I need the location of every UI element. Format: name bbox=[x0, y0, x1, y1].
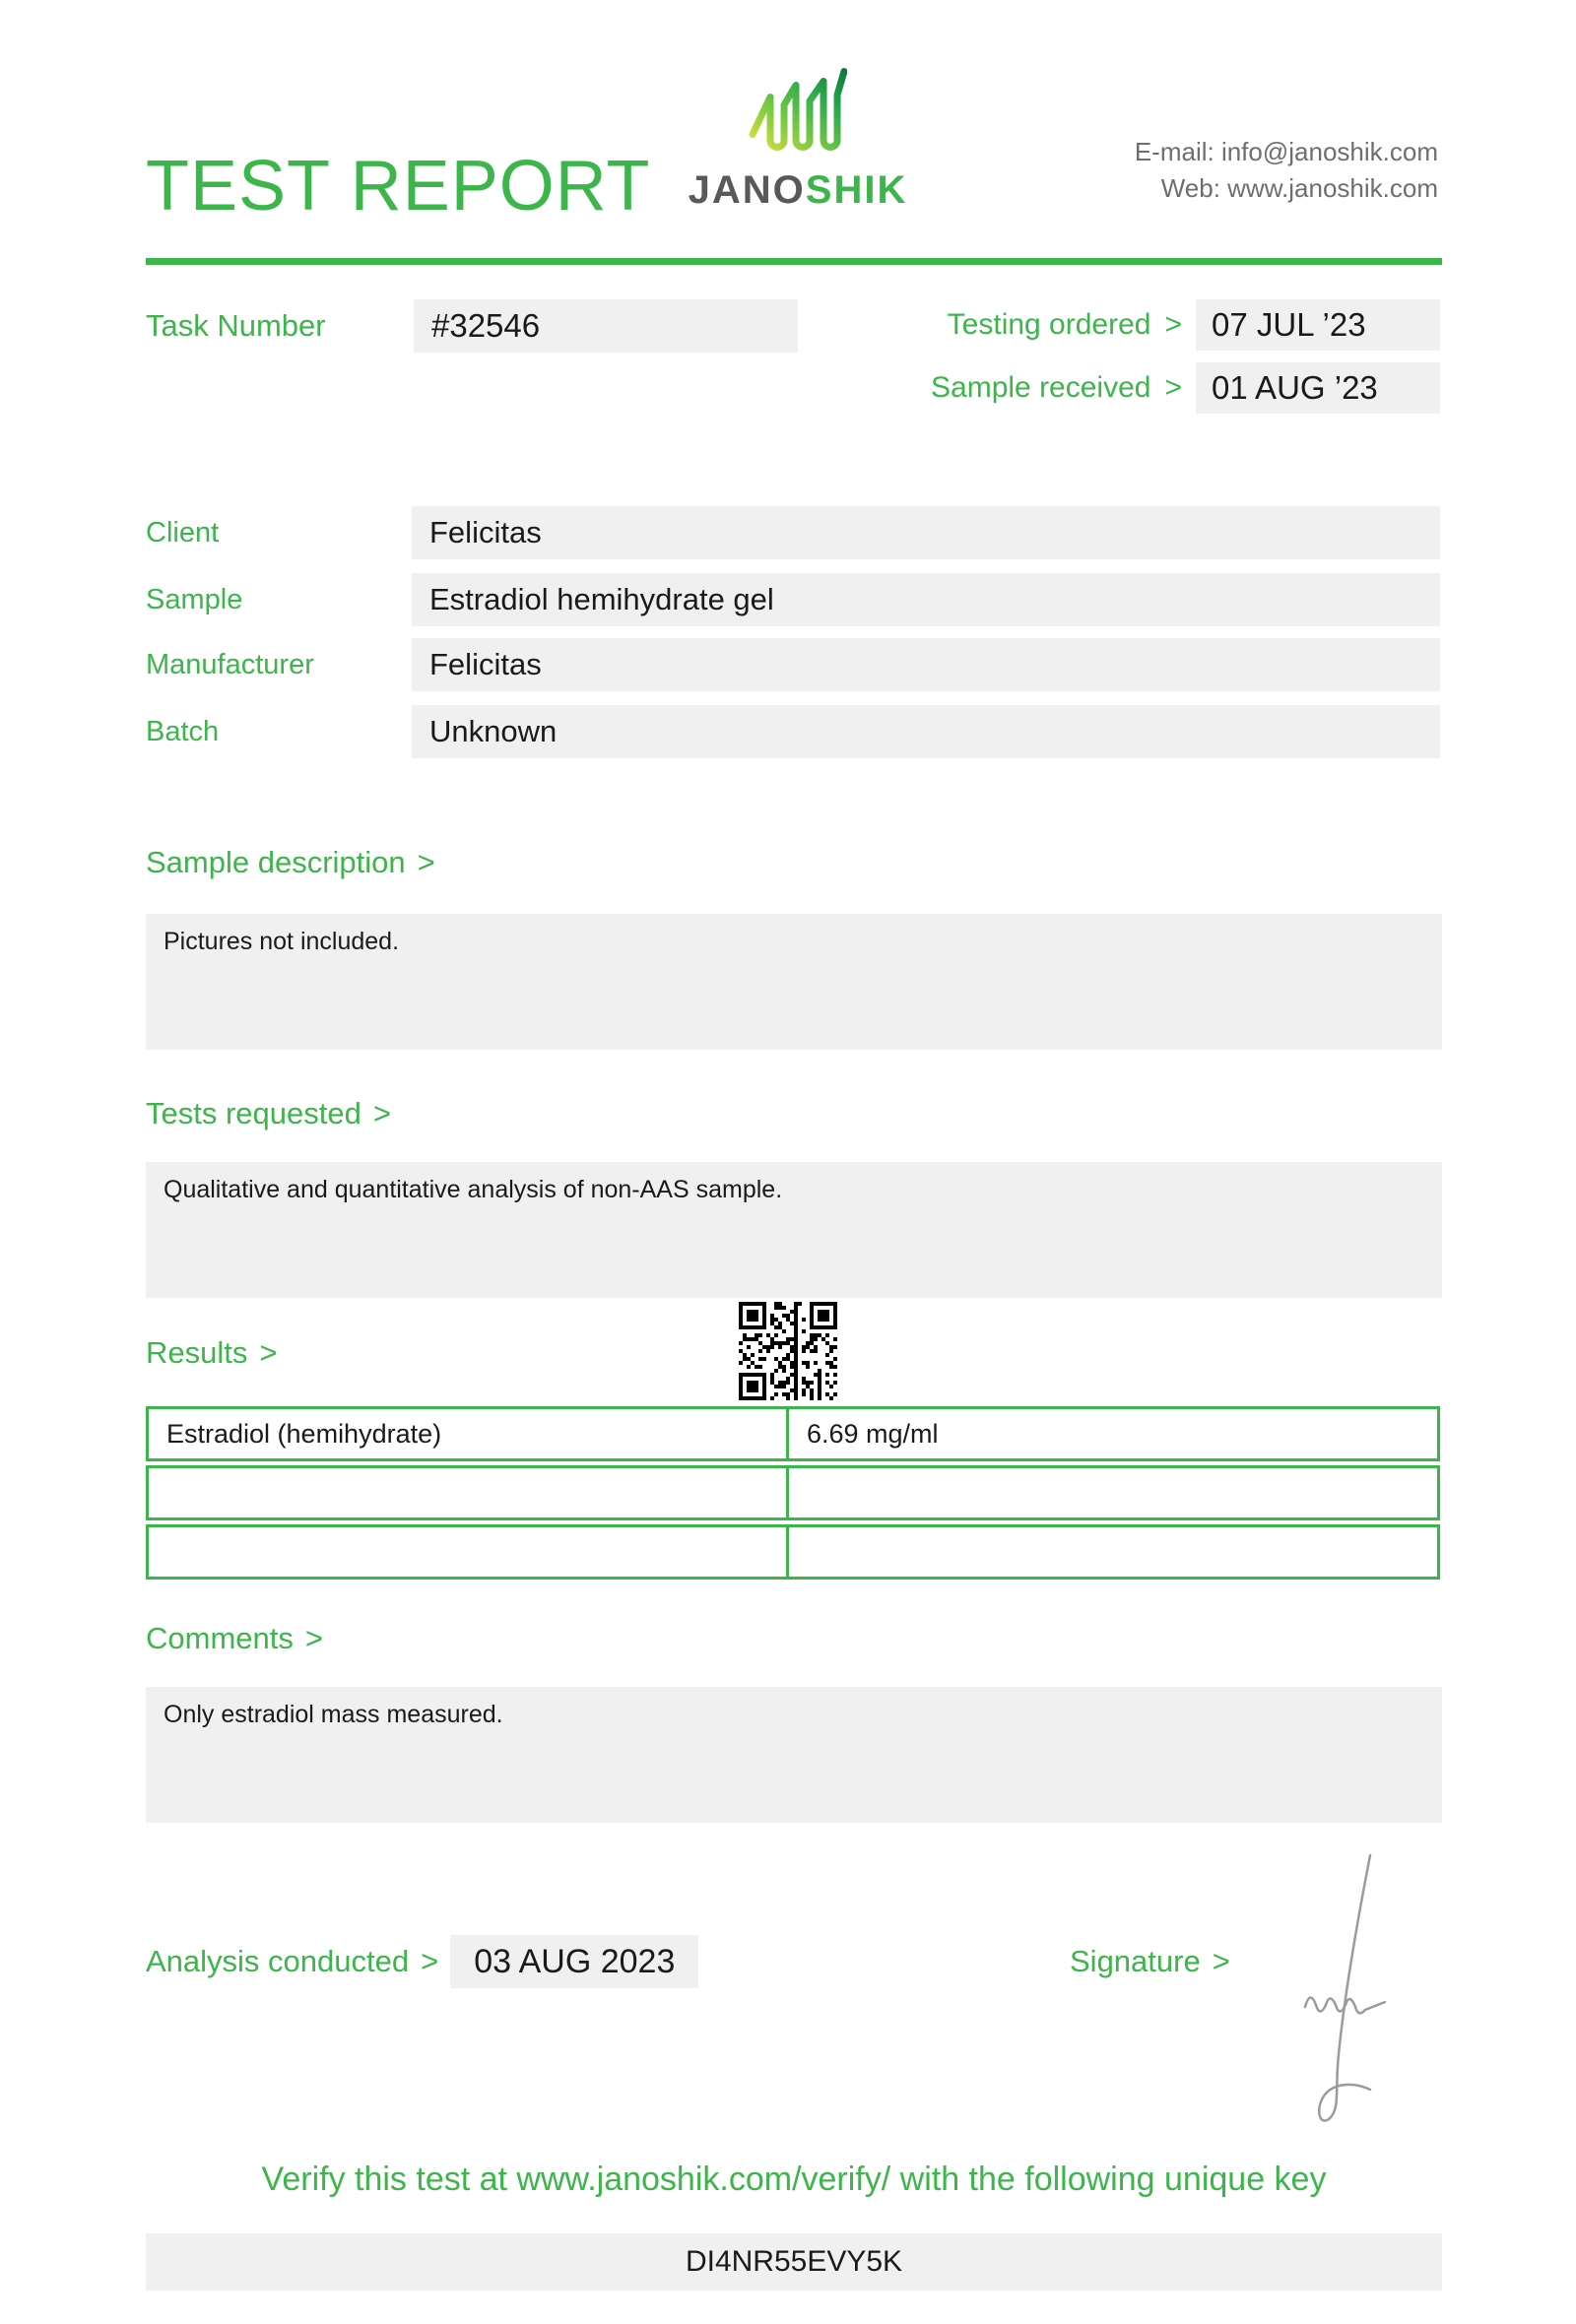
batch-label: Batch bbox=[146, 716, 220, 747]
contact-email: E-mail: info@janoshik.com bbox=[1134, 137, 1438, 166]
chevron-right-icon: > bbox=[372, 1096, 391, 1130]
testing-ordered-value: 07 JUL ’23 bbox=[1196, 299, 1440, 351]
chevron-right-icon: > bbox=[1164, 308, 1182, 341]
analyte-cell: Estradiol (hemihydrate) bbox=[149, 1409, 789, 1458]
section-title-text: Tests requested bbox=[146, 1096, 361, 1130]
info-row-batch bbox=[146, 705, 1440, 758]
verify-key: DI4NR55EVY5K bbox=[146, 2233, 1442, 2291]
info-row-client bbox=[146, 506, 1440, 559]
comments-title bbox=[146, 1621, 323, 1656]
signature-row bbox=[1070, 1935, 1230, 1988]
logo-shik: SHIK bbox=[805, 168, 908, 212]
batch-value: Unknown bbox=[412, 705, 1440, 758]
chevron-right-icon: > bbox=[304, 1621, 323, 1655]
table-row bbox=[146, 1524, 1440, 1580]
qr-code bbox=[739, 1302, 837, 1400]
signature-label: Signature bbox=[1070, 1944, 1201, 1978]
page-title: TEST REPORT bbox=[146, 147, 651, 226]
result-cell bbox=[789, 1468, 1437, 1517]
sample-description-title bbox=[146, 845, 435, 880]
chevron-right-icon: > bbox=[1164, 371, 1182, 404]
analyte-cell bbox=[149, 1527, 789, 1577]
header-divider bbox=[146, 258, 1442, 265]
sample-label: Sample bbox=[146, 584, 243, 615]
comments-box: Only estradiol mass measured. bbox=[146, 1687, 1442, 1823]
testing-ordered-row bbox=[847, 299, 1440, 351]
verify-instruction: Verify this test at www.janoshik.com/verify/ with the following unique key bbox=[261, 2161, 1327, 2198]
info-row-manufacturer bbox=[146, 638, 1440, 691]
manufacturer-value: Felicitas bbox=[412, 638, 1440, 691]
section-title-text: Comments bbox=[146, 1621, 294, 1655]
contact-web: Web: www.janoshik.com bbox=[1160, 173, 1438, 203]
manufacturer-label: Manufacturer bbox=[146, 649, 314, 680]
sample-description-box: Pictures not included. bbox=[146, 914, 1442, 1050]
analysis-conducted-row bbox=[146, 1935, 698, 1988]
results-title bbox=[146, 1335, 277, 1371]
contact-block bbox=[1135, 134, 1438, 207]
task-number-value: #32546 bbox=[414, 299, 798, 353]
section-title-text: Sample description bbox=[146, 845, 406, 879]
client-value: Felicitas bbox=[412, 506, 1440, 559]
result-cell bbox=[789, 1527, 1437, 1577]
chevron-right-icon: > bbox=[1212, 1944, 1230, 1978]
task-number-label: Task Number bbox=[146, 308, 326, 343]
analyte-cell bbox=[149, 1468, 789, 1517]
tests-requested-title bbox=[146, 1096, 391, 1131]
chevron-right-icon: > bbox=[417, 845, 435, 879]
sample-value: Estradiol hemihydrate gel bbox=[412, 573, 1440, 626]
testing-ordered-label: Testing ordered bbox=[947, 308, 1151, 341]
logo-jano: JANO bbox=[688, 168, 806, 212]
client-label: Client bbox=[146, 517, 220, 549]
logo-chart-icon bbox=[749, 65, 847, 160]
janoshik-logo bbox=[680, 65, 916, 213]
sample-received-label: Sample received bbox=[931, 371, 1151, 404]
results-table bbox=[146, 1406, 1440, 1580]
signature-image bbox=[1276, 1847, 1423, 2143]
sample-received-row bbox=[847, 362, 1440, 414]
info-row-sample bbox=[146, 573, 1440, 626]
table-row bbox=[146, 1406, 1440, 1461]
table-row bbox=[146, 1465, 1440, 1520]
result-cell: 6.69 mg/ml bbox=[807, 1418, 939, 1449]
section-title-text: Results bbox=[146, 1335, 248, 1370]
chevron-right-icon: > bbox=[259, 1335, 278, 1370]
sample-received-value: 01 AUG ’23 bbox=[1196, 362, 1440, 414]
tests-requested-box: Qualitative and quantitative analysis of non-AAS sample. bbox=[146, 1162, 1442, 1298]
chevron-right-icon: > bbox=[421, 1944, 439, 1978]
analysis-conducted-label: Analysis conducted bbox=[146, 1944, 410, 1978]
analysis-date-value: 03 AUG 2023 bbox=[450, 1935, 698, 1988]
logo-wordmark bbox=[680, 168, 916, 213]
